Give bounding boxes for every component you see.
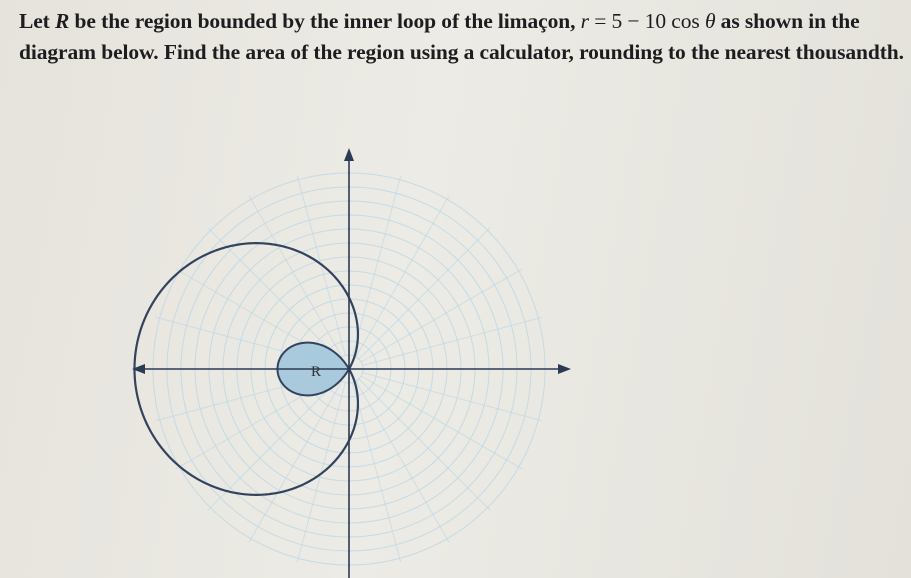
region-label: R [311, 364, 322, 380]
problem-text-prefix: Let [19, 9, 56, 33]
problem-text-suffix: as shown in the diagram below. Find the area of the region using a calculator, rounding to the nearest thousandth. [19, 9, 904, 64]
polar-grid-ray [363, 373, 543, 421]
equation-body: = 5 − 10 cos [588, 9, 705, 33]
y-axis-top-arrow [344, 148, 354, 161]
equation-theta: θ [704, 9, 716, 33]
polar-grid-ray [363, 317, 543, 365]
polar-grid-ray [353, 383, 401, 563]
polar-grid-ray [359, 228, 491, 360]
polar-grid-ray [353, 176, 401, 356]
equation-r: r [580, 9, 589, 33]
x-axis-right-arrow [558, 364, 571, 374]
region-variable: R [55, 9, 70, 33]
problem-text-middle: be the region bounded by the inner loop of the limaçon, [69, 9, 581, 33]
polar-grid-ray [359, 379, 491, 511]
